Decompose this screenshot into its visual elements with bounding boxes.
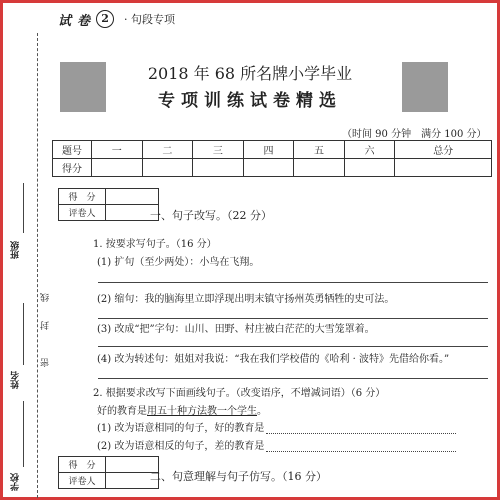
q1-item2-answer-line[interactable]: [98, 318, 488, 319]
q2-sentence: [97, 402, 267, 417]
grade-grader-label: 评卷人: [59, 205, 106, 221]
score-cell[interactable]: [344, 159, 395, 177]
q2-sentence-suffix: 。: [257, 406, 267, 417]
score-cell[interactable]: [193, 159, 244, 177]
q2-sentence-prefix: 好的教育是: [97, 406, 147, 417]
q2-item1-answer-line[interactable]: [266, 422, 456, 434]
name-write-line: [23, 303, 24, 365]
time-score-info: （时间 90 分钟 满分 100 分）: [342, 129, 487, 140]
section2-title: 二、句意理解与句子仿写。（16 分）: [150, 470, 327, 483]
class-label: 班级: [11, 241, 21, 259]
seal-char-feng: 封: [41, 321, 51, 330]
paper-title-line1: 2018 年 68 所名牌小学毕业: [147, 64, 353, 83]
q2-item2-answer-line[interactable]: [266, 440, 456, 452]
paper-header: [58, 8, 175, 30]
score-table-header-row: [53, 141, 492, 159]
score-table-row-label: 得分: [53, 159, 92, 177]
q1-item1-answer-line[interactable]: [98, 282, 488, 283]
grade-score-label: 得 分: [59, 457, 106, 473]
grade-box-section2: [58, 456, 159, 489]
school-write-line: [23, 401, 24, 467]
name-label: 姓名: [11, 371, 21, 389]
q1-stem: 1. 按要求写句子。（16 分）: [93, 239, 217, 250]
score-cell[interactable]: [243, 159, 294, 177]
q2-item1-row: [97, 419, 456, 434]
score-table-value-row: [53, 159, 492, 177]
q2-item2-row: [97, 437, 456, 452]
grade-box-section1: [58, 188, 159, 221]
score-col: 二: [142, 141, 193, 159]
score-table: [52, 140, 492, 177]
header-char-juan: 卷: [77, 13, 91, 29]
paper-number-badge: 2: [96, 10, 114, 28]
score-cell[interactable]: [142, 159, 193, 177]
score-col: 三: [193, 141, 244, 159]
grade-grader-label: 评卷人: [59, 473, 106, 489]
header-char-shi: 试: [58, 13, 72, 29]
score-col: 五: [294, 141, 345, 159]
section1-title: 一、句子改写。（22 分）: [150, 209, 272, 222]
q1-item3-answer-line[interactable]: [98, 346, 488, 347]
q1-item3: (3) 改成“把”字句：山川、田野、村庄被白茫茫的大雪笼罩着。: [97, 324, 375, 335]
score-cell[interactable]: [294, 159, 345, 177]
score-cell[interactable]: [395, 159, 492, 177]
score-col: 六: [344, 141, 395, 159]
q2-item2: (2) 改为语意相反的句子，差的教育是: [97, 441, 265, 452]
school-label: 学校: [11, 473, 21, 491]
paper-title-line2: 专项训练试卷精选: [158, 91, 342, 111]
class-write-line: [23, 183, 24, 233]
q1-item4-answer-line[interactable]: [98, 378, 488, 379]
grade-score-cell[interactable]: [106, 189, 159, 205]
q2-underlined-phrase: 用五十种方法教一个学生: [147, 406, 257, 417]
grade-score-label: 得 分: [59, 189, 106, 205]
score-table-row-label: 题号: [53, 141, 92, 159]
seal-char-mi: 密: [41, 358, 51, 367]
score-col: 总分: [395, 141, 492, 159]
q1-item2: (2) 缩句：我的脑海里立即浮现出明末镇守扬州英勇牺牲的史可法。: [97, 294, 395, 305]
paper-category: · 句段专项: [124, 13, 176, 26]
q2-item1: (1) 改为语意相同的句子，好的教育是: [97, 423, 265, 434]
seal-char-xian: 线: [41, 293, 51, 302]
q1-item1: (1) 扩句（至少两处）：小鸟在飞翔。: [97, 257, 260, 268]
score-col: 四: [243, 141, 294, 159]
q2-stem: 2. 根据要求改写下面画线句子。（改变语序，不增减词语）（6 分）: [93, 388, 386, 399]
score-cell[interactable]: [92, 159, 143, 177]
q1-item4: (4) 改为转述句：姐姐对我说：“我在我们学校借的《哈利 · 波特》先借给你看。”: [97, 354, 450, 365]
score-col: 一: [92, 141, 143, 159]
